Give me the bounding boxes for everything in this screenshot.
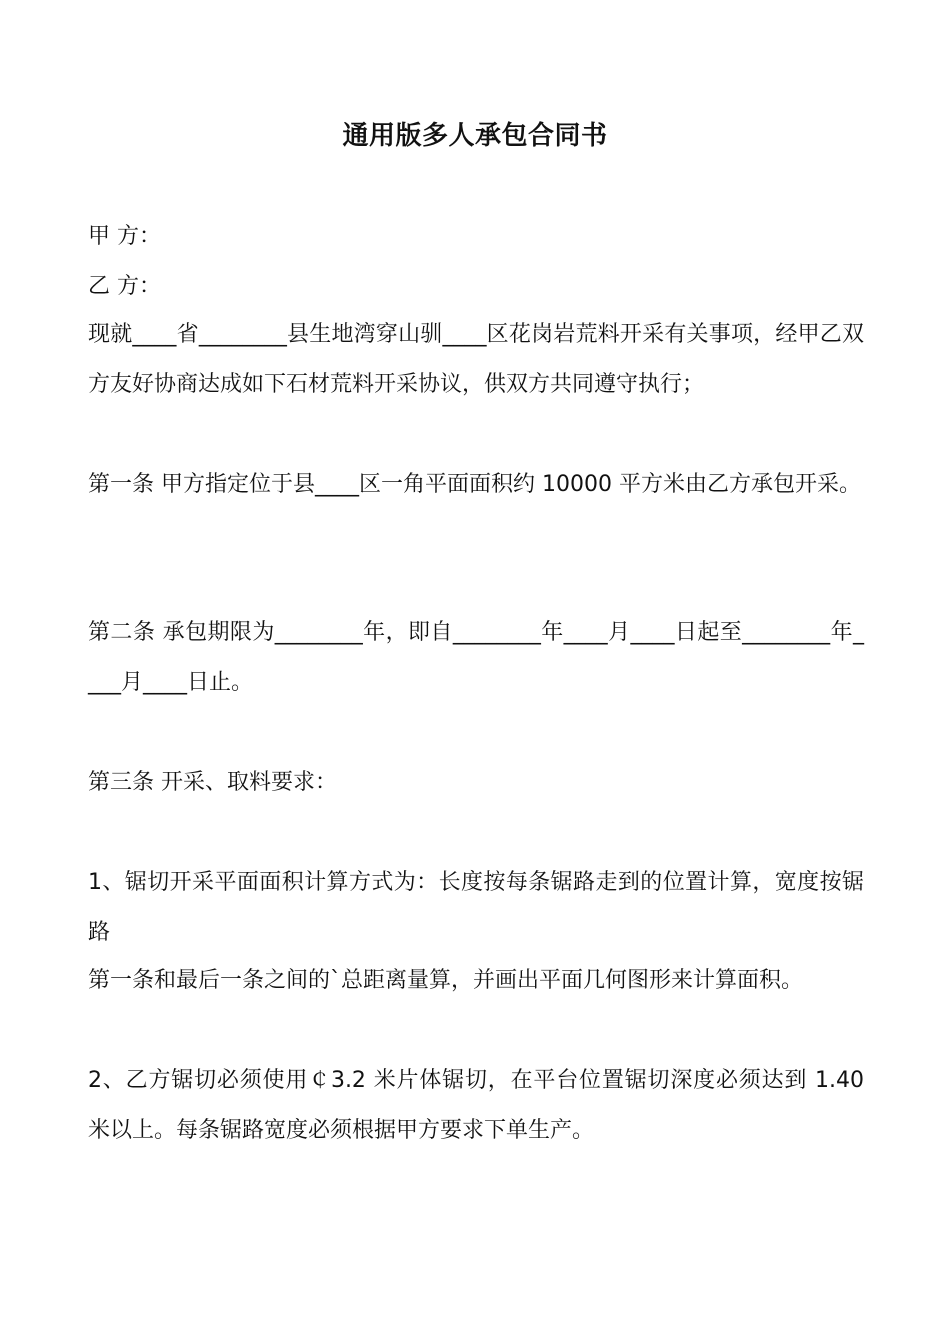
item-1-line-2: 第一条和最后一条之间的`总距离量算，并画出平面几何图形来计算面积。: [88, 968, 804, 993]
article-3-heading: 第三条 开采、取料要求：: [88, 770, 337, 795]
document-title: 通用版多人承包合同书: [342, 121, 608, 151]
intro-paragraph: 现就____省________县生地湾穿山驯____区花岗岩荒料开采有关事项，经甲乙双方友好协商达成如下石材荒料开采协议，供双方共同遵守执行；: [88, 322, 864, 397]
party-b-line: 乙 方：: [88, 274, 161, 299]
article-2: 第二条 承包期限为________年，即自________年____月____日起至________年____月____日止。: [88, 620, 864, 695]
item-1-line-1: 1、锯切开采平面面积计算方式为：长度按每条锯路走到的位置计算，宽度按锯路: [88, 870, 864, 945]
item-2: 2、乙方锯切必须使用￠3.2 米片体锯切，在平台位置锯切深度必须达到 1.40 米以上。每条锯路宽度必须根据甲方要求下单生产。: [88, 1068, 864, 1143]
party-a-line: 甲 方：: [88, 224, 161, 249]
article-1: 第一条 甲方指定位于县____区一角平面面积约 10000 平方米由乙方承包开采。: [88, 472, 861, 497]
